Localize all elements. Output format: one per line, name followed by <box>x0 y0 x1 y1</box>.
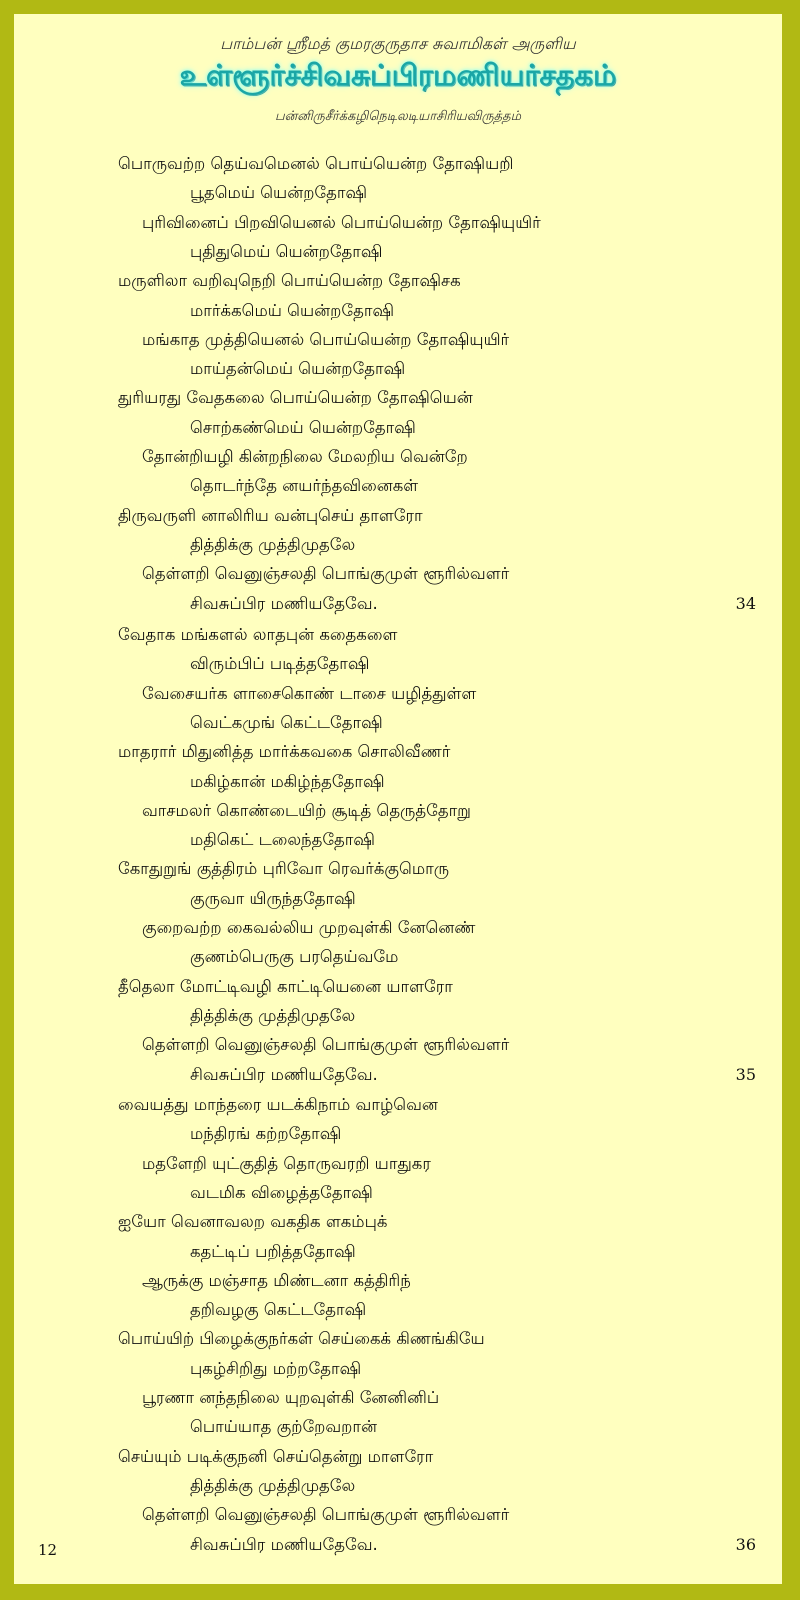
verse-line: சிவசுப்பிர மணியதேவே. <box>190 1064 378 1084</box>
verse-line: வேசையர்க ளாசைகொண் டாசை யழித்துள்ள <box>142 683 477 703</box>
verse-line: ஐயோ வெனாவலற வகதிக ளகம்புக் <box>118 1212 388 1232</box>
verse-line: விரும்பிப் படித்ததோஷி <box>190 654 370 674</box>
verse-line: தொடர்ந்தே னயர்ந்தவினைகள் <box>190 476 419 496</box>
verse-line: மார்க்கமெய் யென்றதோஷி <box>190 300 395 320</box>
verse-line: தறிவழகு கெட்டதோஷி <box>190 1300 367 1320</box>
verse-number: 34 <box>735 593 756 613</box>
verse-number: 35 <box>735 1064 756 1084</box>
verse-line: மாதரார் மிதுனித்த மார்க்கவகை சொலிவீணர் <box>118 742 451 762</box>
verse-line: தித்திக்கு முத்திமுதலே <box>190 1005 356 1025</box>
verse-line: மதிகெட் டலைந்ததோஷி <box>190 830 376 850</box>
page <box>14 14 782 1584</box>
verse-line: தீதெலா மோட்டிவழி காட்டியெனை யாளரோ <box>118 976 453 996</box>
verse-line: மந்திரங் கற்றதோஷி <box>190 1124 342 1144</box>
verse-line: பூரணா னந்தநிலை யுறவுள்கி னேனினிப் <box>142 1388 440 1407</box>
verse-line: மங்காத முத்தியெனல் பொய்யென்ற தோஷியுயிர் <box>142 329 510 349</box>
verse-line: செய்யும் படிக்குநனி செய்தென்று மாளரோ <box>118 1446 434 1466</box>
meter-line: பன்னிருசீர்க்கழிநெடிலடியாசிரியவிருத்தம் <box>274 109 522 124</box>
verse-line: புரிவினைப் பிறவியெனல் பொய்யென்ற தோஷியுயிர் <box>142 212 541 232</box>
verse-line: வேதாக மங்களல் லாதபுன் கதைகளை <box>118 625 398 644</box>
verse-line: குறைவற்ற கைவல்லிய முறவுள்கி னேனெண் <box>142 918 476 937</box>
verse-line: தெள்ளறி வெனுஞ்சலதி பொங்குமுள் ளூரில்வளர் <box>142 564 510 584</box>
verse-line: தெள்ளறி வெனுஞ்சலதி பொங்குமுள் ளூரில்வளர் <box>142 1035 510 1055</box>
verse-line: பொய்யாத குற்றேவறான் <box>190 1417 378 1437</box>
verse-line: மாய்தன்மெய் யென்றதோஷி <box>190 359 406 379</box>
verse-line: கோதுறுங் குத்திரம் புரிவோ ரெவர்க்குமொரு <box>118 859 450 879</box>
verse-line: குணம்பெருகு பரதெய்வமே <box>190 947 399 967</box>
verse-line: வாசமலர் கொண்டையிற் சூடித் தெருத்தோறு <box>142 800 471 820</box>
verse-line: மகிழ்கான் மகிழ்ந்ததோஷி <box>190 771 385 791</box>
verse-line: சிவசுப்பிர மணியதேவே. <box>190 593 378 613</box>
verse-number: 36 <box>735 1534 756 1554</box>
verse-line: துரியரது வேதகலை பொய்யென்ற தோஷியென் <box>118 388 473 408</box>
verse-line: மருளிலா வறிவுநெறி பொய்யென்ற தோஷிசக <box>118 271 461 291</box>
verse-line: வெட்கமுங் கெட்டதோஷி <box>190 712 383 732</box>
verse-line: கதட்டிப் பறித்ததோஷி <box>190 1241 356 1261</box>
verse-line: தித்திக்கு முத்திமுதலே <box>190 1475 356 1495</box>
author-line: பாம்பன் ஸ்ரீமத் குமரகுருதாச சுவாமிகள் அருளிய <box>220 34 576 53</box>
verse-line: ஆருக்கு மஞ்சாத மிண்டனா கத்திரிந் <box>142 1270 411 1290</box>
verse-line: பொய்யிற் பிழைக்குநர்கள் செய்கைக் கிணங்கியே <box>118 1329 485 1349</box>
verse-line: வடமிக விழைத்ததோஷி <box>190 1182 373 1202</box>
verse-line: தித்திக்கு முத்திமுதலே <box>190 534 356 554</box>
verse-line: பூதமெய் யென்றதோஷி <box>190 183 368 203</box>
verse-line: திருவருளி னாலிரிய வன்புசெய் தாளரோ <box>118 505 423 525</box>
page-title: உள்ளூர்ச்சிவசுப்பிரமணியர்சதகம் <box>179 58 617 92</box>
verse-line: தெள்ளறி வெனுஞ்சலதி பொங்குமுள் ளூரில்வளர் <box>142 1505 510 1525</box>
page-number: 12 <box>38 1541 58 1559</box>
verse-line: பொருவற்ற தெய்வமெனல் பொய்யென்ற தோஷியறி <box>118 154 514 173</box>
verse-line: புதிதுமெய் யென்றதோஷி <box>190 241 383 261</box>
verse-line: சிவசுப்பிர மணியதேவே. <box>190 1534 378 1554</box>
verse-line: மதளேறி யுட்குதித் தொருவரறி யாதுகர <box>142 1153 431 1173</box>
verse-line: தோன்றியழி கின்றநிலை மேலறிய வென்றே <box>142 447 468 466</box>
verse-line: குருவா யிருந்ததோஷி <box>190 888 356 908</box>
verse-line: வையத்து மாந்தரை யடக்கிநாம் வாழ்வென <box>118 1095 438 1114</box>
verse-line: சொற்கண்மெய் யென்றதோஷி <box>190 417 416 437</box>
verse-line: புகழ்சிறிது மற்றதோஷி <box>190 1358 362 1378</box>
